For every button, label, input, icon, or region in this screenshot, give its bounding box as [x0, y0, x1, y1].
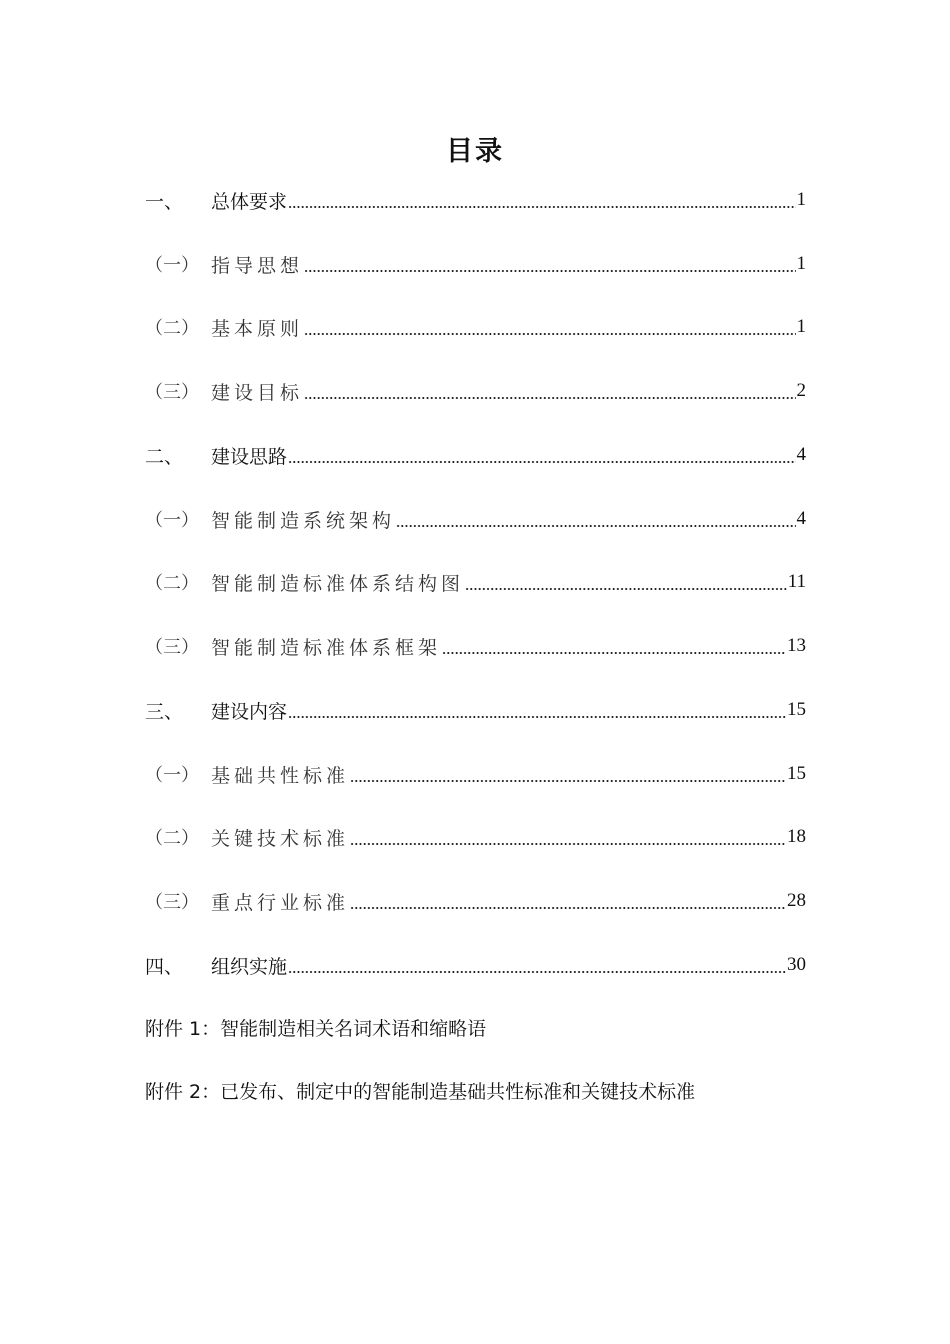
toc-entry[interactable]: [145, 562, 806, 602]
toc-entry-number: （二）: [145, 318, 199, 338]
toc-entry-label: 重点行业标准: [211, 891, 350, 914]
toc-entry-page: 18: [787, 826, 806, 847]
toc-entry[interactable]: [145, 690, 806, 730]
toc-entry[interactable]: [145, 881, 806, 921]
toc-entry-page: 28: [787, 890, 806, 911]
appendix-2[interactable]: 附件 2：已发布、制定中的智能制造基础共性标准和关键技术标准: [145, 1081, 696, 1103]
dot-leader: [288, 461, 795, 463]
toc-entry-page: 1: [796, 189, 806, 210]
toc-entry-label: 基本原则: [211, 317, 304, 340]
toc-entry-number: （二）: [145, 573, 199, 593]
dot-leader: [288, 971, 786, 973]
toc-entry-number: （三）: [145, 892, 199, 912]
toc-entry-page: 13: [787, 635, 806, 656]
toc-entry[interactable]: [145, 435, 806, 475]
appendix-1[interactable]: 附件 1：智能制造相关名词术语和缩略语: [145, 1018, 487, 1040]
toc-entry-label: 智能制造系统架构: [211, 509, 396, 532]
dot-leader: [304, 270, 795, 272]
toc-entry-label: 建设思路: [211, 445, 288, 468]
toc-entry-number: 四、: [145, 955, 184, 978]
toc-entry-page: 11: [787, 571, 806, 592]
toc-entry[interactable]: [145, 754, 806, 794]
toc-entry-number: （三）: [145, 637, 199, 657]
toc-entry-page: 4: [796, 444, 806, 465]
toc-entry-page: 4: [796, 508, 806, 529]
toc-entry-page: 1: [796, 316, 806, 337]
toc-entry-label: 关键技术标准: [211, 827, 350, 850]
dot-leader: [304, 397, 795, 399]
toc-entry-page: 1: [796, 253, 806, 274]
toc-entry-label: 建设目标: [211, 381, 304, 404]
toc-entry-page: 2: [796, 380, 806, 401]
toc-entry-number: 一、: [145, 190, 184, 213]
toc-entry[interactable]: [145, 307, 806, 347]
dot-leader: [304, 333, 795, 335]
toc-entry-label: 基础共性标准: [211, 764, 350, 787]
toc-entry-number: 三、: [145, 700, 184, 723]
toc-entry-label: 指导思想: [211, 254, 304, 277]
dot-leader: [442, 652, 786, 654]
toc-title: 目录: [446, 136, 504, 167]
toc-entry[interactable]: [145, 817, 806, 857]
dot-leader: [350, 843, 786, 845]
toc-entry-number: （一）: [145, 765, 199, 785]
toc-entry-page: 30: [787, 954, 806, 975]
toc-entry-number: 二、: [145, 445, 184, 468]
toc-entry-number: （一）: [145, 255, 199, 275]
toc-entry-label: 建设内容: [211, 700, 288, 723]
toc-entry-number: （一）: [145, 510, 199, 530]
dot-leader: [350, 907, 786, 909]
toc-entry[interactable]: [145, 244, 806, 284]
toc-entry[interactable]: [145, 499, 806, 539]
toc-entry-page: 15: [787, 699, 806, 720]
dot-leader: [465, 588, 787, 590]
toc-entry-number: （三）: [145, 382, 199, 402]
dot-leader: [288, 716, 786, 718]
toc-entry-label: 智能制造标准体系结构图: [211, 572, 465, 595]
toc-entry[interactable]: [145, 180, 806, 220]
toc-entry-label: 智能制造标准体系框架: [211, 636, 442, 659]
toc-entry-label: 总体要求: [211, 190, 288, 213]
toc-entry-number: （二）: [145, 828, 199, 848]
dot-leader: [288, 206, 795, 208]
toc-entry[interactable]: [145, 626, 806, 666]
dot-leader: [350, 780, 786, 782]
dot-leader: [396, 525, 795, 527]
toc-entry-label: 组织实施: [211, 955, 288, 978]
toc-entry[interactable]: [145, 945, 806, 985]
toc-entry-page: 15: [787, 763, 806, 784]
toc-entry[interactable]: [145, 371, 806, 411]
